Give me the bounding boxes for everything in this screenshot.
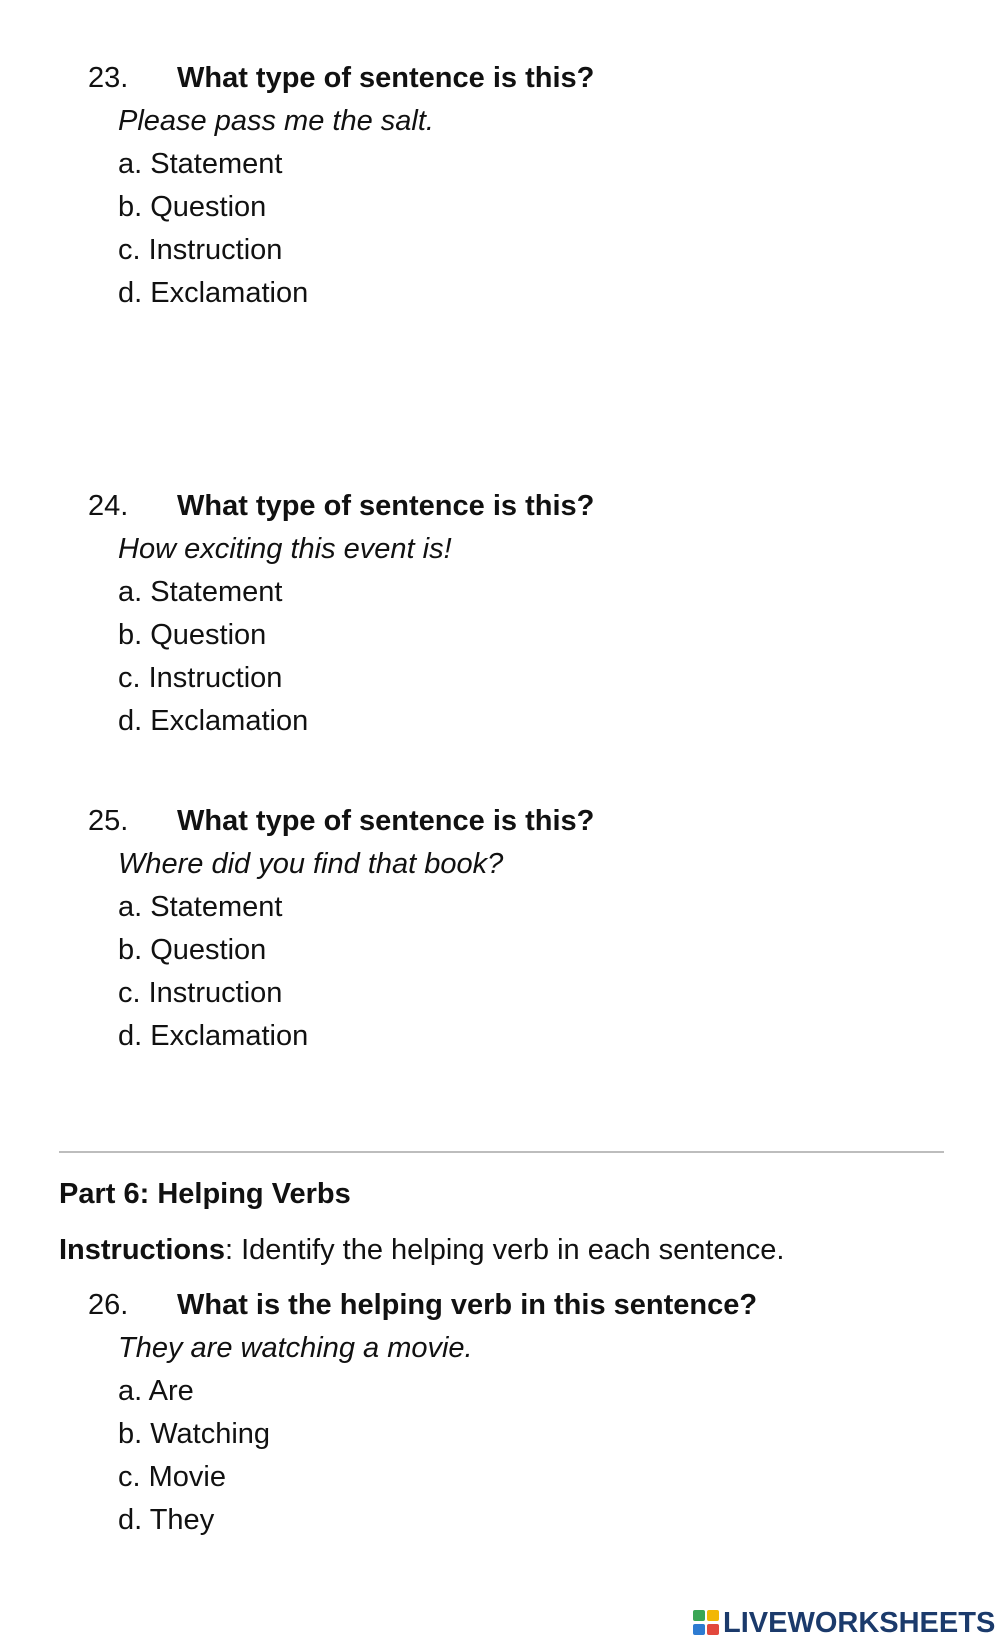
question-number: 25. [88, 805, 129, 837]
question-prompt: What is the helping verb in this sentence? [177, 1289, 758, 1321]
question-prompt: What type of sentence is this? [177, 62, 595, 94]
option-d[interactable]: d. They [118, 1504, 215, 1536]
option-d[interactable]: d. Exclamation [118, 1020, 309, 1052]
option-c[interactable]: c. Instruction [118, 977, 283, 1009]
logo-blocks-icon [693, 1610, 721, 1636]
logo-text: LIVEWORKSHEETS [723, 1606, 996, 1639]
option-a[interactable]: a. Statement [118, 148, 283, 180]
option-b[interactable]: b. Watching [118, 1418, 271, 1450]
question-sentence: They are watching a movie. [118, 1332, 473, 1364]
question-sentence: Where did you find that book? [118, 848, 504, 880]
question-prompt: What type of sentence is this? [177, 805, 595, 837]
section-divider [59, 1151, 944, 1153]
question-sentence: Please pass me the salt. [118, 105, 434, 137]
logo-block-icon [707, 1624, 719, 1635]
option-a[interactable]: a. Statement [118, 891, 283, 923]
option-b[interactable]: b. Question [118, 619, 267, 651]
option-b[interactable]: b. Question [118, 191, 267, 223]
option-a[interactable]: a. Are [118, 1375, 194, 1407]
option-c[interactable]: c. Movie [118, 1461, 226, 1493]
logo-block-icon [693, 1610, 705, 1621]
liveworksheets-logo [693, 1608, 995, 1638]
instructions-label: Instructions [59, 1234, 225, 1266]
logo-block-icon [693, 1624, 705, 1635]
question-prompt: What type of sentence is this? [177, 490, 595, 522]
logo-block-icon [707, 1610, 719, 1621]
question-number: 26. [88, 1289, 129, 1321]
instructions-text: : Identify the helping verb in each sentence. [224, 1234, 785, 1266]
question-sentence: How exciting this event is! [118, 533, 452, 565]
instructions [59, 1234, 784, 1267]
option-c[interactable]: c. Instruction [118, 234, 283, 266]
part-title: Part 6: Helping Verbs [59, 1178, 351, 1210]
option-a[interactable]: a. Statement [118, 576, 283, 608]
question-number: 24. [88, 490, 129, 522]
question-number: 23. [88, 62, 129, 94]
option-d[interactable]: d. Exclamation [118, 705, 309, 737]
option-b[interactable]: b. Question [118, 934, 267, 966]
option-d[interactable]: d. Exclamation [118, 277, 309, 309]
option-c[interactable]: c. Instruction [118, 662, 283, 694]
